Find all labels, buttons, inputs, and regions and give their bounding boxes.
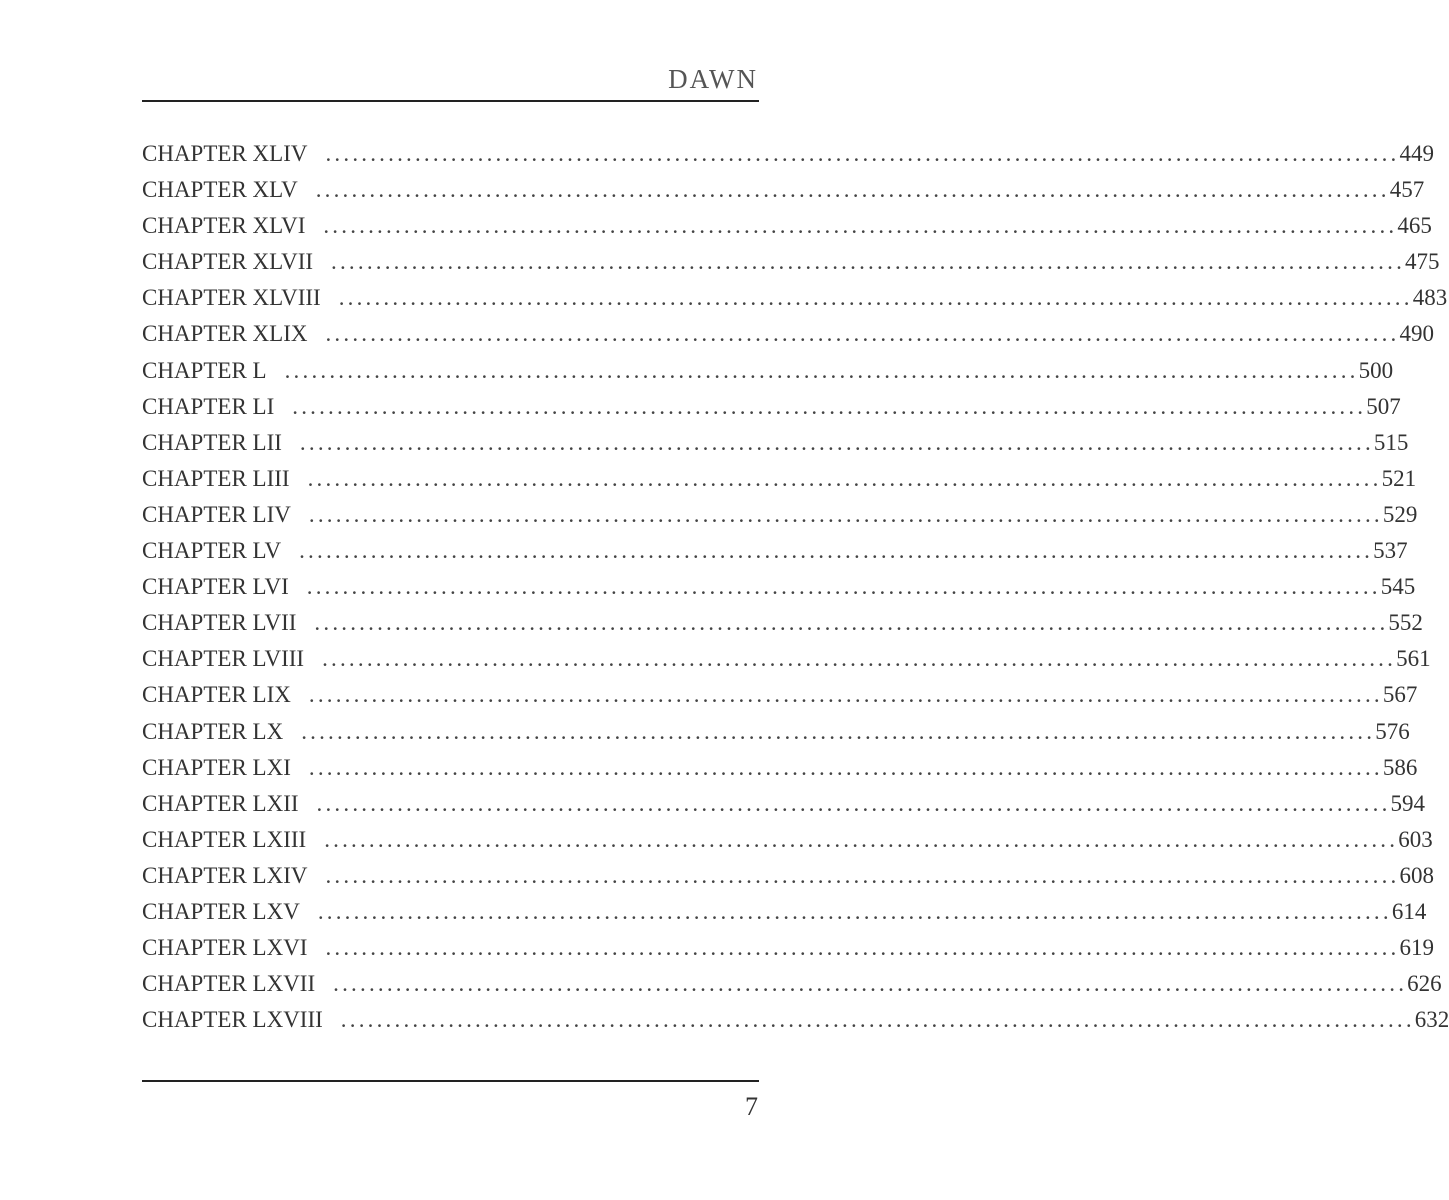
toc-entry[interactable] [142, 677, 1418, 713]
dot-leader: ........................................................................................................................ [325, 862, 1400, 888]
dot-leader: ........................................................................................................................ [301, 718, 1376, 744]
toc-entry-title: CHAPTER LXVIII [142, 1007, 323, 1033]
toc-entry[interactable] [142, 858, 1434, 894]
dot-leader: ........................................................................................................................ [292, 393, 1367, 419]
toc-entry-page: 515 [1373, 429, 1409, 455]
toc-entry[interactable] [142, 750, 1418, 786]
header-rule [142, 100, 759, 102]
dot-leader: ........................................................................................................................ [284, 357, 1359, 383]
table-of-contents [142, 136, 1449, 1038]
dot-leader: ........................................................................................................................ [323, 213, 1398, 239]
toc-entry-page: 475 [1405, 249, 1440, 275]
toc-entry-page: 545 [1380, 574, 1416, 600]
toc-entry-page: 483 [1412, 285, 1448, 311]
dot-leader: ........................................................................................................................ [307, 465, 1382, 491]
toc-entry-title: CHAPTER LX [142, 718, 284, 744]
dot-leader: ........................................................................................................................ [308, 501, 1383, 527]
dot-leader: ........................................................................................................................ [316, 790, 1391, 816]
toc-entry[interactable] [142, 353, 1394, 389]
toc-entry-page: 626 [1407, 971, 1442, 997]
toc-entry-page: 500 [1358, 357, 1394, 383]
toc-entry-title: CHAPTER LXI [142, 754, 291, 780]
toc-entry-page: 561 [1396, 646, 1431, 672]
toc-entry[interactable] [142, 786, 1426, 822]
dot-leader: ........................................................................................................................ [299, 429, 1374, 455]
toc-entry[interactable] [142, 316, 1434, 352]
toc-entry[interactable] [142, 966, 1442, 1002]
dot-leader: ........................................................................................................................ [325, 321, 1400, 347]
toc-entry-page: 507 [1366, 393, 1401, 419]
toc-entry-title: CHAPTER LXIII [142, 826, 307, 852]
toc-entry-page: 603 [1398, 826, 1433, 852]
dot-leader: ........................................................................................................................ [333, 971, 1408, 997]
toc-entry-page: 619 [1399, 935, 1434, 961]
toc-entry-title: CHAPTER LXV [142, 898, 300, 924]
toc-entry-page: 567 [1382, 682, 1418, 708]
toc-entry-title: CHAPTER LV [142, 538, 282, 564]
toc-entry[interactable] [142, 605, 1423, 641]
footer-rule [142, 1080, 759, 1082]
toc-entry[interactable] [142, 389, 1401, 425]
toc-entry-title: CHAPTER LII [142, 429, 282, 455]
dot-leader: ........................................................................................................................ [324, 826, 1399, 852]
toc-entry[interactable] [142, 136, 1434, 172]
toc-entry-title: CHAPTER XLV [142, 177, 298, 203]
toc-entry-page: 608 [1399, 862, 1434, 888]
toc-entry-title: CHAPTER XLVII [142, 249, 314, 275]
toc-entry-title: CHAPTER LXII [142, 790, 299, 816]
running-head: DAWN [668, 64, 758, 94]
dot-leader: ........................................................................................................................ [322, 646, 1397, 672]
dot-leader: ........................................................................................................................ [338, 285, 1413, 311]
toc-entry-title: CHAPTER LVII [142, 610, 297, 636]
toc-entry-page: 537 [1373, 538, 1408, 564]
page-number: 7 [745, 1092, 758, 1121]
toc-entry[interactable] [142, 244, 1440, 280]
toc-entry[interactable] [142, 208, 1432, 244]
toc-entry[interactable] [142, 569, 1416, 605]
toc-entry[interactable] [142, 172, 1425, 208]
toc-entry[interactable] [142, 641, 1431, 677]
dot-leader: ........................................................................................................................ [308, 682, 1383, 708]
toc-entry-title: CHAPTER LXVI [142, 935, 308, 961]
toc-entry[interactable] [142, 497, 1418, 533]
toc-entry-page: 490 [1399, 321, 1434, 347]
toc-entry-page: 529 [1382, 501, 1418, 527]
toc-entry-title: CHAPTER LIV [142, 501, 291, 527]
toc-entry-page: 586 [1382, 754, 1418, 780]
toc-entry-title: CHAPTER LXVII [142, 971, 316, 997]
toc-entry-title: CHAPTER LI [142, 393, 275, 419]
toc-entry-title: CHAPTER XLIV [142, 141, 308, 166]
toc-entry-page: 457 [1389, 177, 1425, 203]
toc-entry-page: 552 [1388, 610, 1423, 636]
toc-entry[interactable] [142, 425, 1409, 461]
toc-entry-title: CHAPTER XLIX [142, 321, 308, 347]
dot-leader: ........................................................................................................................ [299, 538, 1374, 564]
toc-entry[interactable] [142, 461, 1417, 497]
toc-entry-title: CHAPTER LIII [142, 465, 290, 491]
dot-leader: ........................................................................................................................ [315, 177, 1390, 203]
toc-entry-title: CHAPTER XLVIII [142, 285, 321, 311]
dot-leader: ........................................................................................................................ [314, 610, 1389, 636]
toc-entry-page: 465 [1397, 213, 1432, 239]
toc-entry[interactable] [142, 930, 1434, 966]
toc-entry-title: CHAPTER LVIII [142, 646, 305, 672]
dot-leader: ........................................................................................................................ [308, 754, 1383, 780]
dot-leader: ........................................................................................................................ [340, 1007, 1415, 1033]
toc-entry[interactable] [142, 822, 1433, 858]
dot-leader: ........................................................................................................................ [325, 935, 1400, 961]
toc-entry[interactable] [142, 714, 1410, 750]
toc-entry-title: CHAPTER LXIV [142, 862, 308, 888]
toc-entry-page: 521 [1381, 465, 1417, 491]
toc-entry-title: CHAPTER XLVI [142, 213, 306, 239]
toc-entry-page: 632 [1414, 1007, 1449, 1033]
toc-entry-title: CHAPTER LVI [142, 574, 289, 600]
toc-entry[interactable] [142, 894, 1427, 930]
dot-leader: ........................................................................................................................ [306, 574, 1381, 600]
toc-entry[interactable] [142, 280, 1448, 316]
toc-entry[interactable] [142, 533, 1408, 569]
toc-entry-page: 576 [1375, 718, 1410, 744]
toc-entry-title: CHAPTER L [142, 357, 267, 383]
toc-entry-page: 594 [1390, 790, 1426, 816]
dot-leader: ........................................................................................................................ [325, 141, 1400, 166]
toc-entry-title: CHAPTER LIX [142, 682, 291, 708]
toc-entry-page: 614 [1391, 898, 1427, 924]
dot-leader: ........................................................................................................................ [331, 249, 1406, 275]
toc-entry[interactable] [142, 1002, 1449, 1038]
dot-leader: ........................................................................................................................ [317, 898, 1392, 924]
toc-entry-page: 449 [1399, 141, 1434, 166]
